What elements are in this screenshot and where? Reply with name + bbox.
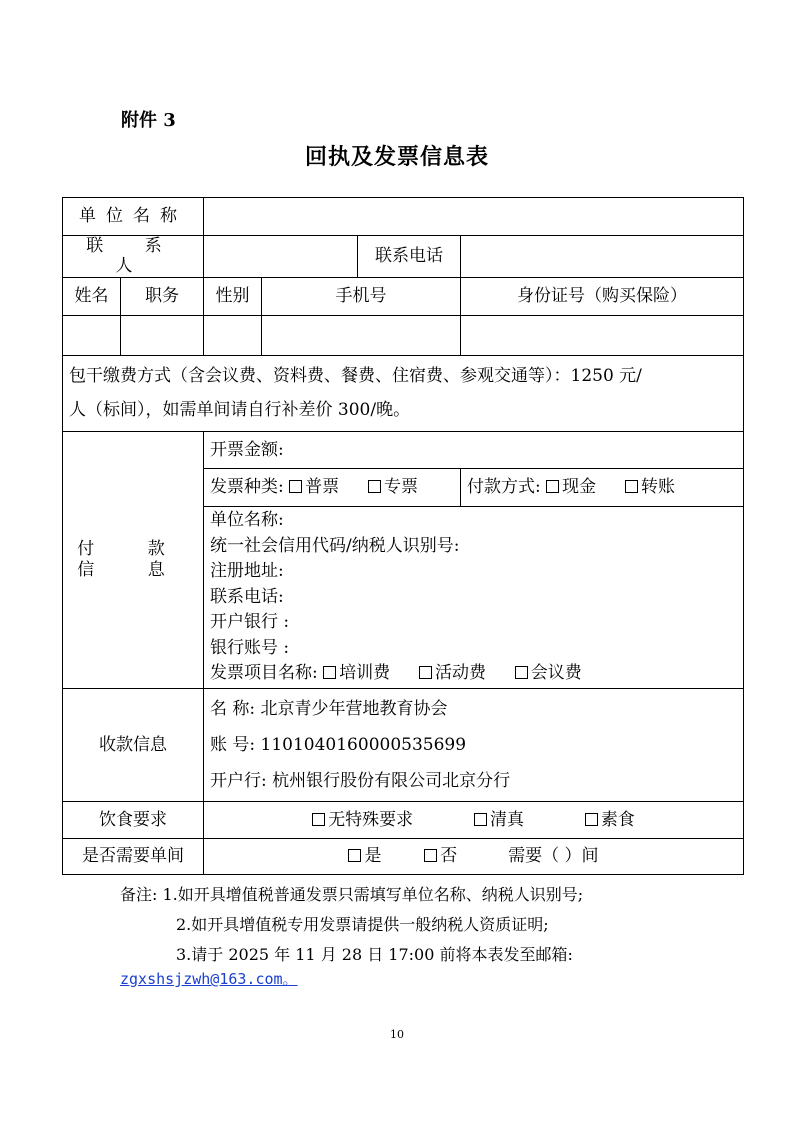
attendee-position-cell[interactable] bbox=[121, 315, 204, 355]
single-room-no-checkbox[interactable]: 否 bbox=[424, 846, 457, 866]
item-training-checkbox[interactable]: 培训费 bbox=[323, 663, 390, 683]
contact-phone-label: 联系电话 bbox=[358, 236, 461, 278]
attendee-name-cell[interactable] bbox=[63, 315, 121, 355]
note-line-2: 2.如开具增值税专用发票请提供一般纳税人资质证明; bbox=[176, 915, 549, 934]
contact-person-label: 联 系 人 bbox=[63, 236, 204, 278]
invoice-items-row bbox=[210, 661, 737, 687]
invoice-type-special-checkbox[interactable]: 专票 bbox=[368, 477, 418, 497]
page-number: 10 bbox=[390, 1028, 404, 1041]
unit-name-label: 单位名称 bbox=[63, 198, 204, 236]
single-room-count[interactable]: 需要（ ）间 bbox=[508, 846, 599, 867]
receiving-details bbox=[204, 688, 744, 801]
receiving-info-label: 收款信息 bbox=[63, 688, 204, 801]
payment-method-label: 付款方式: bbox=[467, 477, 541, 498]
fee-description bbox=[63, 355, 744, 431]
payment-info-label-line2: 信 息 bbox=[77, 559, 189, 580]
attachment-label: 附件 3 bbox=[121, 110, 176, 131]
receiving-name: 名 称: 北京青少年营地教育协会 bbox=[210, 698, 448, 719]
invoice-items-label: 发票项目名称: bbox=[210, 663, 318, 684]
fee-text-line1: 包干缴费方式（含会议费、资料费、餐费、住宿费、参观交通等）：1250 元/ bbox=[69, 366, 642, 387]
payer-tax-id-label: 统一社会信用代码/纳税人识别号: bbox=[210, 535, 460, 556]
invoice-type-general-checkbox[interactable]: 普票 bbox=[289, 477, 339, 497]
diet-label: 饮食要求 bbox=[63, 801, 204, 838]
page-title: 回执及发票信息表 bbox=[304, 144, 489, 170]
diet-none-checkbox[interactable]: 无特殊要求 bbox=[312, 810, 413, 830]
payment-details-block[interactable] bbox=[204, 506, 744, 688]
invoice-amount-row[interactable] bbox=[204, 431, 744, 468]
invoice-amount-label: 开票金额: bbox=[210, 439, 284, 460]
contact-phone-field[interactable] bbox=[461, 236, 744, 278]
attendee-mobile-cell[interactable] bbox=[262, 315, 461, 355]
invoice-type-label: 发票种类: bbox=[210, 477, 284, 498]
email-link[interactable]: zgxshsjzwh@163.com。 bbox=[120, 970, 298, 988]
payer-unit-name-label: 单位名称: bbox=[210, 510, 284, 531]
unit-name-field[interactable] bbox=[204, 198, 744, 236]
col-name-header: 姓名 bbox=[63, 277, 121, 315]
single-room-options bbox=[204, 838, 744, 874]
payer-bank-label: 开户银行 : bbox=[210, 612, 290, 633]
payment-method-row bbox=[461, 468, 744, 506]
receiving-account: 账 号: 1101040160000535699 bbox=[210, 734, 467, 755]
invoice-type-row bbox=[204, 468, 461, 506]
col-mobile-header: 手机号 bbox=[262, 277, 461, 315]
fee-text-line2: 人（标间），如需单间请自行补差价 300/晚。 bbox=[69, 400, 411, 421]
single-room-yes-checkbox[interactable]: 是 bbox=[348, 846, 381, 866]
notes bbox=[120, 880, 583, 970]
payment-info-label-line1: 付 款 bbox=[77, 539, 189, 560]
note-line-3: 3.请于 2025 年 11 月 28 日 17:00 前将本表发至邮箱: bbox=[176, 945, 573, 964]
payer-phone-label: 联系电话: bbox=[210, 586, 284, 607]
item-meeting-checkbox[interactable]: 会议费 bbox=[515, 663, 582, 683]
diet-options bbox=[204, 801, 744, 838]
item-activity-checkbox[interactable]: 活动费 bbox=[419, 663, 486, 683]
col-position-header: 职务 bbox=[121, 277, 204, 315]
col-gender-header: 性别 bbox=[204, 277, 262, 315]
contact-person-field[interactable] bbox=[204, 236, 358, 278]
single-room-label: 是否需要单间 bbox=[63, 838, 204, 874]
attendee-gender-cell[interactable] bbox=[204, 315, 262, 355]
note-line-1: 备注: 1.如开具增值税普通发票只需填写单位名称、纳税人识别号; bbox=[120, 885, 584, 904]
payer-account-label: 银行账号 : bbox=[210, 637, 290, 658]
payer-address-label: 注册地址: bbox=[210, 561, 284, 582]
receiving-bank: 开户行: 杭州银行股份有限公司北京分行 bbox=[210, 770, 511, 791]
diet-vegetarian-checkbox[interactable]: 素食 bbox=[585, 810, 635, 830]
payment-info-label bbox=[63, 431, 204, 688]
col-id-header: 身份证号（购买保险） bbox=[461, 277, 744, 315]
receipt-invoice-form bbox=[62, 197, 744, 875]
diet-halal-checkbox[interactable]: 清真 bbox=[474, 810, 524, 830]
payment-cash-checkbox[interactable]: 现金 bbox=[546, 477, 596, 497]
payment-transfer-checkbox[interactable]: 转账 bbox=[625, 477, 675, 497]
attendee-id-cell[interactable] bbox=[461, 315, 744, 355]
